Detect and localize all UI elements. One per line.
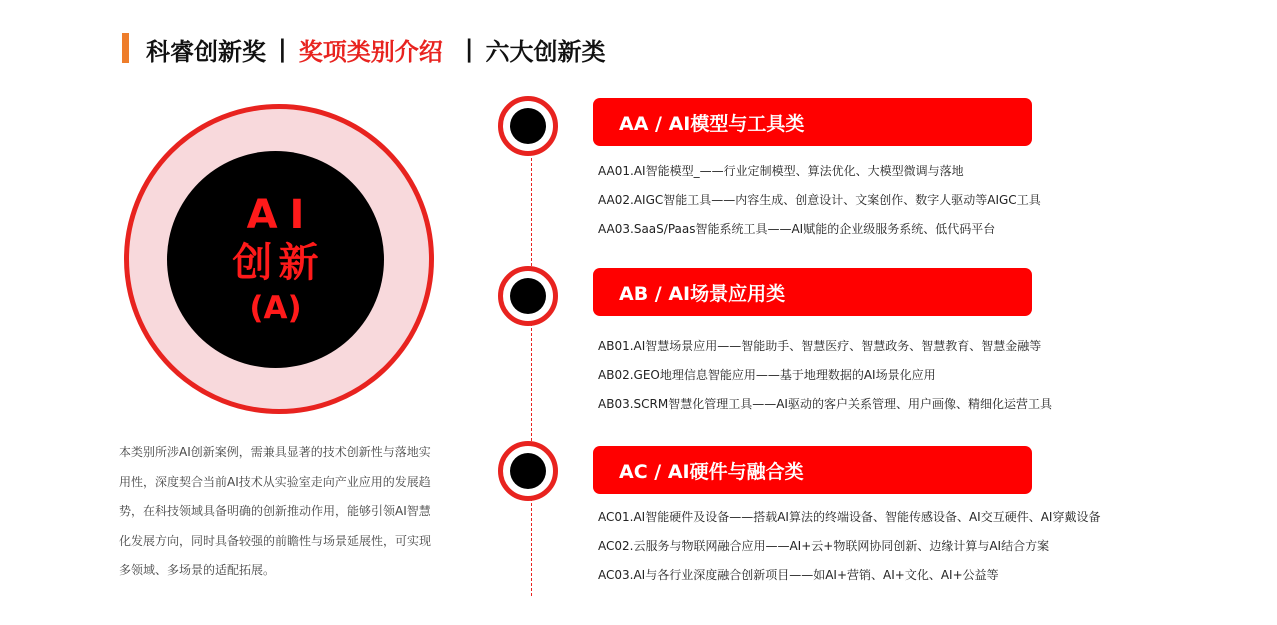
list-item: AA03.SaaS/Paas智能系统工具——AI赋能的企业级服务系统、低代码平台 — [598, 222, 996, 236]
list-item: AC02.云服务与物联网融合应用——AI+云+物联网协同创新、边缘计算与AI结合方案 — [598, 539, 1050, 553]
list-item: AA02.AIGC智能工具——内容生成、创意设计、文案创作、数字人驱动等AIGC工具 — [598, 193, 1041, 207]
category-items-ab — [598, 332, 1198, 419]
list-item: AB03.SCRM智慧化管理工具——AI驱动的客户关系管理、用户画像、精细化运营工具 — [598, 397, 1052, 411]
page-header — [146, 31, 606, 67]
list-item: AB01.AI智慧场景应用——智能助手、智慧医疗、智慧政务、智慧教育、智慧金融等 — [598, 339, 1042, 353]
category-items-ac — [598, 503, 1198, 590]
timeline-node-ab — [498, 266, 558, 326]
list-item: AB02.GEO地理信息智能应用——基于地理数据的AI场景化应用 — [598, 368, 936, 382]
hero-title-line-3: (A) — [249, 289, 302, 326]
page-section-name: 六大创新类 — [485, 37, 606, 66]
timeline-node-aa — [498, 96, 558, 156]
header-accent-bar — [122, 33, 129, 63]
list-item: AC03.AI与各行业深度融合创新项目——如AI+营销、AI+文化、AI+公益等 — [598, 568, 999, 582]
timeline-dashed-line — [531, 158, 532, 596]
timeline-node-ac — [498, 441, 558, 501]
timeline-node-dot — [510, 108, 546, 144]
category-header-ab: AB / AI场景应用类 — [593, 268, 1032, 316]
category-items-aa — [598, 157, 1198, 244]
hero-title-line-2: 创新 — [232, 239, 325, 286]
list-item: AA01.AI智能模型_——行业定制模型、算法优化、大模型微调与落地 — [598, 164, 964, 178]
header-separator-2: | — [464, 35, 474, 63]
timeline-node-dot — [510, 278, 546, 314]
category-description: 本类别所涉AI创新案例，需兼具显著的技术创新性与落地实用性，深度契合当前AI技术从实验室走向产业应用的发展趋势，在科技领域具备明确的创新推动作用，能够引领AI智慧化发展方向，同时具备较强的前瞻性与场景延展性，可实现多领域、多场景的适配拓展。 — [119, 445, 432, 577]
header-separator-1: | — [278, 35, 287, 63]
page-title: 科睿创新奖 — [146, 37, 266, 66]
category-header-aa: AA / AI模型与工具类 — [593, 98, 1032, 146]
page-subtitle: 奖项类别介绍 — [298, 37, 443, 66]
hero-title-line-1: AI — [246, 191, 317, 238]
hero-title — [167, 151, 384, 368]
list-item: AC01.AI智能硬件及设备——搭载AI算法的终端设备、智能传感设备、AI交互硬件、AI穿戴设备 — [598, 510, 1101, 524]
timeline-node-dot — [510, 453, 546, 489]
category-header-ac: AC / AI硬件与融合类 — [593, 446, 1032, 494]
